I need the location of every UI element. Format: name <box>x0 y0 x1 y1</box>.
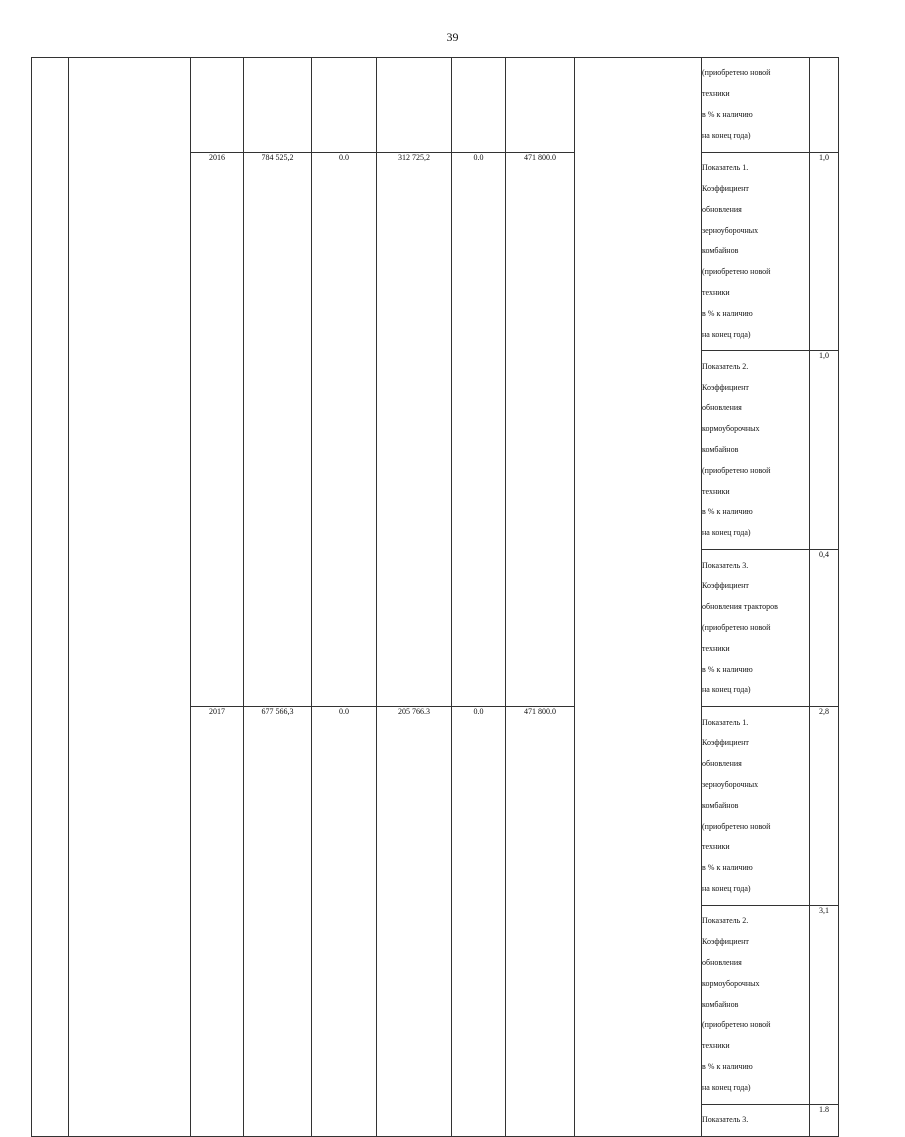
indicator-line: на конец года) <box>702 685 751 695</box>
indicator-cell <box>702 1104 810 1136</box>
indicator-line: кормоуборочных <box>702 424 760 434</box>
executor-cell <box>575 58 702 1137</box>
indicator-line: техники <box>702 287 730 297</box>
indicator-line: Показатель 3. <box>702 560 749 570</box>
indicator-line: Показатель 3. <box>702 1115 749 1125</box>
indicator-line: Показатель 2. <box>702 916 749 926</box>
indicator-value-cell: 3,1 <box>810 905 839 1104</box>
indicator-line: Коэффициент <box>702 581 749 591</box>
federal-budget-cell: 0.0 <box>312 152 377 707</box>
indicator-line: обновления <box>702 204 742 214</box>
indicator-line: техники <box>702 1041 730 1051</box>
indicator-cell <box>702 707 810 906</box>
indicator-line: на конец года) <box>702 130 751 140</box>
indicator-line: Коэффициент <box>702 738 749 748</box>
number-cell <box>32 58 69 1137</box>
regional-budget-cell <box>377 58 452 153</box>
indicator-line: на конец года) <box>702 884 751 894</box>
indicator-value-cell <box>810 58 839 153</box>
indicator-line: Показатель 1. <box>702 717 749 727</box>
indicator-line: комбайнов <box>702 800 739 810</box>
total-cell: 784 525,2 <box>244 152 312 707</box>
indicator-line: зерноуборочных <box>702 225 759 235</box>
total-cell <box>244 58 312 153</box>
indicator-line: в % к наличию <box>702 863 753 873</box>
total-cell: 677 566,3 <box>244 707 312 1137</box>
regional-budget-cell: 312 725,2 <box>377 152 452 707</box>
activity-name-cell <box>69 58 191 1137</box>
indicator-value-cell: 1,0 <box>810 152 839 351</box>
indicator-line: техники <box>702 643 730 653</box>
indicator-line: комбайнов <box>702 445 739 455</box>
indicator-line: обновления <box>702 957 742 967</box>
indicator-line: обновления <box>702 759 742 769</box>
indicator-line: (приобретено новой <box>702 622 771 632</box>
indicator-line: в % к наличию <box>702 664 753 674</box>
indicator-line: Коэффициент <box>702 183 749 193</box>
federal-budget-cell: 0.0 <box>312 707 377 1137</box>
local-budget-cell: 0.0 <box>452 707 506 1137</box>
federal-budget-cell <box>312 58 377 153</box>
indicator-cell <box>702 58 810 153</box>
table-row <box>32 58 839 153</box>
indicator-line: (приобретено новой <box>702 465 771 475</box>
indicator-line: на конец года) <box>702 1082 751 1092</box>
indicator-cell <box>702 152 810 351</box>
indicator-line: (приобретено новой <box>702 821 771 831</box>
indicator-cell <box>702 905 810 1104</box>
regional-budget-cell: 205 766.3 <box>377 707 452 1137</box>
indicator-value-cell: 2,8 <box>810 707 839 906</box>
year-cell <box>191 58 244 153</box>
indicator-line: техники <box>702 486 730 496</box>
indicator-line: в % к наличию <box>702 507 753 517</box>
indicator-line: техники <box>702 89 730 99</box>
indicator-line: в % к наличию <box>702 1062 753 1071</box>
local-budget-cell: 0.0 <box>452 152 506 707</box>
indicator-line: Показатель 1. <box>702 163 749 173</box>
indicator-line: комбайнов <box>702 246 739 256</box>
indicator-line: Показатель 2. <box>702 361 749 371</box>
other-sources-cell: 471 800.0 <box>506 707 575 1137</box>
indicator-value-cell: 0,4 <box>810 550 839 707</box>
year-cell: 2016 <box>191 152 244 707</box>
indicator-value-cell: 1.8 <box>810 1104 839 1136</box>
indicator-line: (приобретено новой <box>702 1020 771 1030</box>
indicator-cell <box>702 550 810 707</box>
indicator-line: (приобретено новой <box>702 68 771 78</box>
local-budget-cell <box>452 58 506 153</box>
indicator-line: обновления <box>702 403 742 413</box>
page-number: 39 <box>446 30 459 44</box>
indicator-line: Коэффициент <box>702 937 749 947</box>
year-cell: 2017 <box>191 707 244 1137</box>
indicator-line: техники <box>702 842 730 852</box>
program-table <box>31 57 839 1137</box>
indicator-cell <box>702 351 810 550</box>
indicator-value-cell: 1,0 <box>810 351 839 550</box>
indicator-line: Коэффициент <box>702 382 749 392</box>
indicator-line: на конец года) <box>702 528 751 538</box>
indicator-line: на конец года) <box>702 329 751 339</box>
indicator-line: в % к наличию <box>702 110 753 120</box>
indicator-line: обновления тракторов <box>702 602 778 612</box>
other-sources-cell: 471 800.0 <box>506 152 575 707</box>
indicator-line: в % к наличию <box>702 308 753 318</box>
indicator-line: зерноуборочных <box>702 780 759 790</box>
other-sources-cell <box>506 58 575 153</box>
indicator-line: комбайнов <box>702 999 739 1009</box>
indicator-line: кормоуборочных <box>702 978 760 988</box>
indicator-line: (приобретено новой <box>702 267 771 277</box>
